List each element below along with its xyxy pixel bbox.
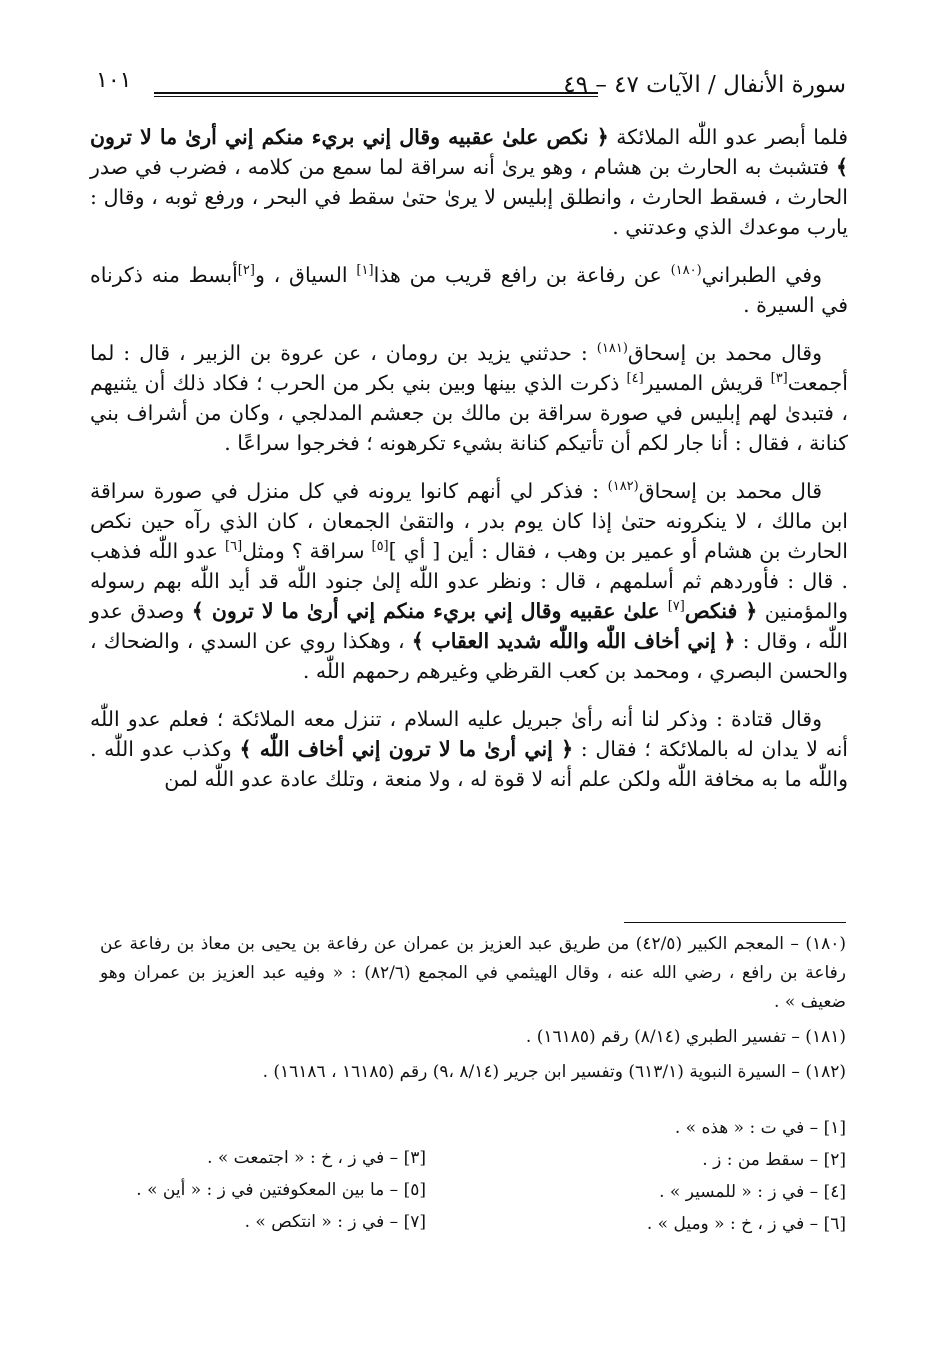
quran-quote: ﴿ فنكص xyxy=(684,599,758,623)
text-run: : حدثني يزيد بن رومان ، عن عروة بن الزبير ، قال : لما أجمعت xyxy=(90,341,848,395)
quran-quote: علىٰ عقبيه وقال إني بريء منكم إني أرىٰ ما لا ترون ﴾ xyxy=(191,599,668,623)
text-run: وقال قتادة : وذكر لنا أنه رأىٰ جبريل عليه السلام ، تنزل معه الملائكة ؛ فعلم عدو اللّٰه أنه لا يدان له بالملائكة ؛ فقال : xyxy=(90,707,848,761)
variant-note-5: [٥] – ما بين المعكوفتين في ز : « أين » . xyxy=(136,1180,426,1200)
footnotes xyxy=(100,930,846,1093)
footnote-ref-181[interactable]: (١٨١) xyxy=(596,341,628,357)
text-run: سراقة ؟ ومثل xyxy=(242,539,372,563)
main-text xyxy=(90,122,848,812)
text-run: وكذب عدو اللّٰه . واللّٰه ما به مخافة اللّٰه ولكن علم أنه لا قوة له ، ولا منعة ، وتلك عادة عدو اللّٰه لمن xyxy=(90,737,848,791)
page-header xyxy=(96,66,846,106)
text-run: : فذكر لي أنهم كانوا يرونه في كل منزل في صورة سراقة ابن مالك ، لا ينكرونه حتىٰ إذا كان يوم بدر ، والتقىٰ الجمعان ، كان الذي رآه حين نكص الحارث بن هشام أو عمير بن وهب ، فقال : أين [ أي ] xyxy=(90,479,848,563)
footnote-ref-182[interactable]: (١٨٢) xyxy=(607,479,639,495)
footnote-181: (١٨١) – تفسير الطبري (٨/١٤) رقم (١٦١٨٥) . xyxy=(525,1027,846,1047)
text-run: قريش المسير xyxy=(643,371,771,395)
variant-note-7: [٧] – في ز : « انتكص » . xyxy=(244,1212,426,1232)
variant-ref-3[interactable]: [٣] xyxy=(770,371,788,387)
paragraph-5 xyxy=(90,704,848,794)
text-run: ذكرت الذي بينها وبين بني بكر من الحرب ؛ فكاد ذلك أن يثنيهم ، فتبدىٰ لهم إبليس في صورة سراقة بن مالك بن جعشم المدلجي ، وكان من أشراف بني كنانة ، فقال : أنا جار لكم أن تأتيكم كنانة بشيء تكرهونه ؛ فخرجوا سراعًا . xyxy=(90,371,848,455)
footnote-180: (١٨٠) – المعجم الكبير (٤٢/٥) من طريق عبد العزيز بن عمران عن رفاعة بن يحيى بن معاذ بن رفاعة عن رفاعة بن رافع ، رضي الله عنه ، وقال الهيثمي في المجمع (٨٢/٦) : « وفيه عبد العزيز بن عمران وهو ضعيف » . xyxy=(100,934,846,1012)
text-run: قال محمد بن إسحاق xyxy=(638,479,822,503)
text-run: السياق ، و xyxy=(254,263,357,287)
manuscript-variants xyxy=(96,1112,846,1252)
variant-ref-5[interactable]: [٥] xyxy=(371,539,389,555)
variants-right-column xyxy=(486,1112,846,1240)
text-run: ، وهكذا روي عن السدي ، والضحاك ، والحسن البصري ، ومحمد بن كعب القرظي وغيرهم رحمهم اللّٰه . xyxy=(90,629,848,683)
footnote-182: (١٨٢) – السيرة النبوية (٦١٣/١) وتفسير ابن جرير (٨/١٤ ،٩) رقم (١٦١٨٥ ، ١٦١٨٦) . xyxy=(262,1062,846,1082)
running-head: سورة الأنفال / الآيات ٤٧ – ٤٩ xyxy=(563,72,846,98)
variant-note-2: [٢] – سقط من : ز . xyxy=(702,1150,846,1170)
paragraph-4 xyxy=(90,476,848,686)
quran-quote: ﴿ إني أرىٰ ما لا ترون إني أخاف اللّٰه ﴾ xyxy=(239,737,574,761)
text-run: فتشبث به الحارث بن هشام ، وهو يرىٰ أنه سراقة لما سمع من كلامه ، فضرب في صدر الحارث ، فسقط الحارث ، وانطلق إبليس لا يرىٰ حتىٰ سقط في البحر ، ورفع ثوبه ، وقال : يارب موعدك الذي وعدتني . xyxy=(90,155,848,239)
variant-ref-2[interactable]: [٢] xyxy=(237,263,255,279)
variant-note-3: [٣] – في ز ، خ : « اجتمعت » . xyxy=(207,1148,426,1168)
page-number: ١٠١ xyxy=(96,68,132,93)
text-run: فلما أبصر عدو اللّٰه الملائكة xyxy=(608,125,848,149)
paragraph-1 xyxy=(90,122,848,242)
text-run: عدو اللّٰه فذهب . قال : فأوردهم ثم أسلمهم ، قال : ونظر عدو اللّٰه إلىٰ جنود اللّٰه قد أيد اللّٰه بهم رسوله والمؤمنين xyxy=(90,539,849,623)
variant-note-4: [٤] – في ز : « للمسير » . xyxy=(659,1182,846,1202)
paragraph-3 xyxy=(90,338,848,458)
variant-ref-1[interactable]: [١] xyxy=(356,263,374,279)
paragraph-2 xyxy=(90,260,848,320)
header-rule xyxy=(154,92,598,97)
text-run: أبسط منه ذكرناه في السيرة . xyxy=(90,263,848,317)
variant-ref-7[interactable]: [٧] xyxy=(667,599,685,615)
text-run: وفي الطبراني xyxy=(701,263,822,287)
variant-ref-4[interactable]: [٤] xyxy=(626,371,644,387)
quran-quote: ﴿ نكص علىٰ عقبيه وقال إني بريء منكم إني أرىٰ ما لا ترون ﴾ xyxy=(90,125,848,179)
text-run: عن رفاعة بن رافع قريب من هذا xyxy=(373,263,671,287)
variants-left-column xyxy=(96,1142,426,1238)
quran-quote: ﴿ إني أخاف اللّٰه واللّٰه شديد العقاب ﴾ xyxy=(411,629,736,653)
footnote-ref-180[interactable]: (١٨٠) xyxy=(670,263,702,279)
text-run: وصدق عدو اللّٰه ، وقال : xyxy=(90,599,848,653)
variant-ref-6[interactable]: [٦] xyxy=(225,539,243,555)
footnote-separator xyxy=(624,922,846,923)
text-run: وقال محمد بن إسحاق xyxy=(627,341,822,365)
variant-note-1: [١] – في ت : « هذه » . xyxy=(674,1118,846,1138)
variant-note-6: [٦] – في ز ، خ : « وميل » . xyxy=(646,1214,846,1234)
